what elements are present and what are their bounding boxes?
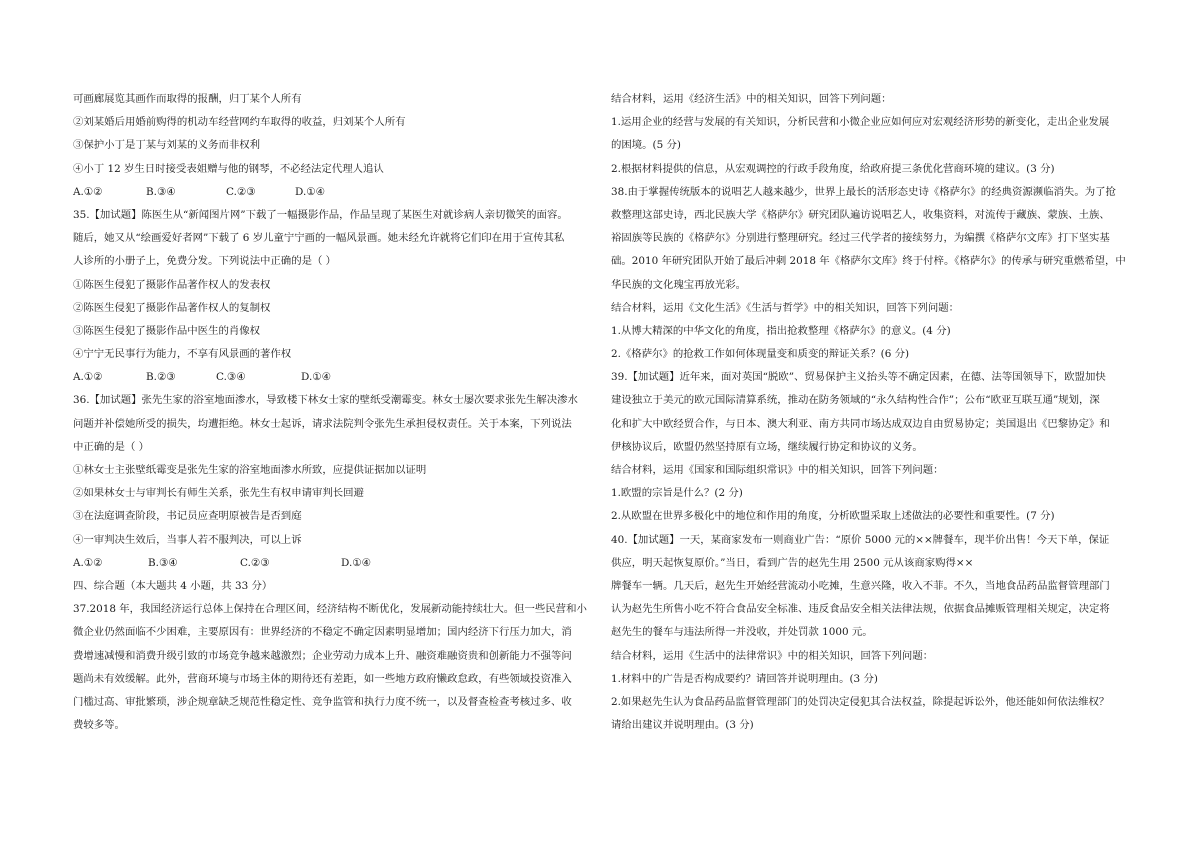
text-line: 2.根据材料提供的信息，从宏观调控的行政手段角度，给政府提三条优化营商环境的建议。(3 分) bbox=[611, 162, 1055, 175]
text-line: 人诊所的小册子上，免费分发。下列说法中正确的是（ ） bbox=[73, 255, 337, 268]
text-line: 1.材料中的广告是否构成要约？请回答并说明理由。(3 分) bbox=[611, 672, 878, 685]
right-column bbox=[611, 88, 1131, 737]
text-line: 救整理这部史诗，西北民族大学《格萨尔》研究团队遍访说唱艺人，收集资料，对流传于藏族、蒙族、土族、 bbox=[611, 208, 1110, 221]
text-line: 伊核协议后，欧盟仍然坚持原有立场，继续履行协定和协议的义务。 bbox=[611, 440, 923, 453]
text-line: 赵先生的餐车与违法所得一并没收，并处罚款 1000 元。 bbox=[611, 626, 873, 639]
text-line: 结合材料，运用《文化生活》《生活与哲学》中的相关知识，回答下列问题： bbox=[611, 301, 960, 314]
left-column bbox=[73, 88, 601, 737]
option: A.①② bbox=[73, 185, 103, 198]
text-line: 结合材料，运用《经济生活》中的相关知识，回答下列问题： bbox=[611, 93, 892, 105]
text-line: 费增速减慢和消费升级引致的市场竞争越来越激烈；企业劳动力成本上升、融资难融资贵和创新能力不强等问 bbox=[73, 649, 572, 662]
text-line: 1.运用企业的经营与发展的有关知识，分析民营和小微企业应如何应对宏观经济形势的新变化，走出企业发展 bbox=[611, 116, 1110, 129]
text-line: ③保护小丁是丁某与刘某的义务而非权利 bbox=[73, 139, 261, 152]
option: D.①④ bbox=[301, 371, 331, 384]
text-line: 38.由于掌握传统版本的说唱艺人越来越少，世界上最长的活形态史诗《格萨尔》的经典资源濒临消失。为了抢 bbox=[611, 185, 1116, 198]
text-line: 2.从欧盟在世界多极化中的地位和作用的角度，分析欧盟采取上述做法的必要性和重要性。(7 分) bbox=[611, 510, 1055, 523]
text-line: 门槛过高、审批繁琐，涉企规章缺乏规范性稳定性、竞争监管和执行力度不统一，以及督查检查考核过多、收 bbox=[73, 695, 572, 708]
section-heading: 四、综合题（本大题共 4 小题，共 33 分） bbox=[73, 579, 273, 592]
text-line: 华民族的文化瑰宝再放光彩。 bbox=[611, 278, 747, 291]
text-line: 39.【加试题】近年来，面对英国“脱欧”、贸易保护主义抬头等不确定因素，在德、法等国领导下，欧盟加快 bbox=[611, 371, 1106, 384]
text-line: 随后，她又从“绘画爱好者网”下载了 6 岁儿童宁宁画的一幅风景画。她未经允许就将它们印在用于宣传其私 bbox=[73, 232, 565, 245]
text-line: 的困境。(5 分) bbox=[611, 139, 681, 152]
text-line: 费较多等。 bbox=[73, 719, 125, 732]
text-line: 认为赵先生所售小吃不符合食品安全标准、违反食品安全相关法律法规，依据食品摊贩管理相关规定，决定将 bbox=[611, 603, 1110, 616]
text-line: ④一审判决生效后，当事人若不服判决，可以上诉 bbox=[73, 533, 302, 546]
text-line: 建设独立于美元的欧元国际清算系统，推动在防务领域的“永久结构性合作”；公布“欧亚互联互通”规划，深 bbox=[611, 394, 1100, 407]
text-line: 37.2018 年，我国经济运行总体上保持在合理区间，经济结构不断优化，发展新动能持续壮大。但一些民营和小 bbox=[73, 603, 587, 616]
text-line: 裕固族等民族的《格萨尔》分别进行整理研究。经过三代学者的接续努力，为编撰《格萨尔文库》打下坚实基 bbox=[611, 232, 1110, 245]
text-line: 可画廊展览其画作而取得的报酬，归丁某个人所有 bbox=[73, 93, 302, 105]
text-line: 请给出建议并说明理由。(3 分) bbox=[611, 719, 754, 732]
option: B.②③ bbox=[146, 371, 176, 384]
text-line: 2.《格萨尔》的抢救工作如何体现量变和质变的辩证关系？(6 分) bbox=[611, 348, 910, 361]
option: D.①④ bbox=[295, 185, 325, 198]
text-line: ①陈医生侵犯了摄影作品著作权人的发表权 bbox=[73, 278, 271, 291]
text-line: 中正确的是（ ） bbox=[73, 440, 150, 453]
text-line: 问题并补偿她所受的损失，均遭拒绝。林女士起诉，请求法院判令张先生承担侵权责任。关于本案，下列说法 bbox=[73, 417, 572, 430]
text-line: 微企业仍然面临不少困难，主要原因有：世界经济的不稳定不确定因素明显增加；国内经济下行压力加大，消 bbox=[73, 626, 572, 639]
text-line: 35.【加试题】陈医生从“新闻图片网”下载了一幅摄影作品，作品呈现了某医生对就诊病人亲切微笑的面容。 bbox=[73, 208, 568, 221]
text-line: ②刘某婚后用婚前购得的机动车经营网约车取得的收益，归刘某个人所有 bbox=[73, 116, 406, 129]
text-line: 供应，明天起恢复原价。”当日，看到广告的赵先生用 2500 元从该商家购得×× bbox=[611, 556, 974, 569]
text-line: ②陈医生侵犯了摄影作品著作权人的复制权 bbox=[73, 301, 271, 314]
text-line: ③在法庭调查阶段，书记员应查明原被告是否到庭 bbox=[73, 510, 302, 523]
text-line: 牌餐车一辆。几天后，赵先生开始经营流动小吃摊，生意兴隆，收入不菲。不久，当地食品药品监督管理部门 bbox=[611, 579, 1110, 592]
text-line: 结合材料，运用《国家和国际组织常识》中的相关知识，回答下列问题： bbox=[611, 464, 944, 476]
q36-options bbox=[73, 552, 601, 575]
q35-options bbox=[73, 366, 601, 389]
text-line: 2.如果赵先生认为食品药品监督管理部门的处罚决定侵犯其合法权益，除提起诉讼外，他还能如何依法维权？ bbox=[611, 695, 1110, 708]
text-line: ④小丁 12 岁生日时接受表姐赠与他的钢琴，不必经法定代理人追认 bbox=[73, 162, 384, 175]
text-line: 题尚未有效缓解。此外，营商环境与市场主体的期待还有差距，如一些地方政府懒政怠政，有些领域投资准入 bbox=[73, 672, 572, 685]
option: A.①② bbox=[73, 556, 103, 569]
option: C.②③ bbox=[240, 556, 270, 569]
option: B.③④ bbox=[146, 185, 176, 198]
text-line: 化和扩大中欧经贸合作，与日本、澳大利亚、南方共同市场达成双边自由贸易协定；美国退出《巴黎协定》和 bbox=[611, 417, 1110, 430]
q34-options bbox=[73, 181, 601, 204]
text-line: 结合材料，运用《生活中的法律常识》中的相关知识，回答下列问题： bbox=[611, 649, 934, 662]
option: B.③④ bbox=[148, 556, 178, 569]
text-line: 40.【加试题】一天，某商家发布一则商业广告：“原价 5000 元的××牌餐车，现半价出售！今天下单，保证 bbox=[611, 533, 1110, 546]
text-line: 1.从博大精深的中华文化的角度，指出抢救整理《格萨尔》的意义。(4 分) bbox=[611, 324, 951, 337]
text-line: ②如果林女士与审判长有师生关系，张先生有权申请审判长回避 bbox=[73, 487, 364, 500]
text-line: 础。2010 年研究团队开始了最后冲刺 2018 年《格萨尔文库》终于付梓。《格萨尔》的传承与研究重燃希望，中 bbox=[611, 255, 1126, 268]
option: D.①④ bbox=[341, 556, 371, 569]
option: C.③④ bbox=[216, 371, 246, 384]
text-line: ①林女士主张壁纸霉变是张先生家的浴室地面渗水所致，应提供证据加以证明 bbox=[73, 464, 427, 476]
text-line: ④宁宁无民事行为能力，不享有风景画的著作权 bbox=[73, 348, 292, 361]
text-line: ③陈医生侵犯了摄影作品中医生的肖像权 bbox=[73, 324, 261, 337]
option: A.①② bbox=[73, 371, 103, 384]
option: C.②③ bbox=[226, 185, 256, 198]
text-line: 1.欧盟的宗旨是什么？(2 分) bbox=[611, 487, 743, 500]
text-line: 36.【加试题】张先生家的浴室地面渗水，导致楼下林女士家的壁纸受潮霉变。林女士屡次要求张先生解决渗水 bbox=[73, 394, 578, 407]
